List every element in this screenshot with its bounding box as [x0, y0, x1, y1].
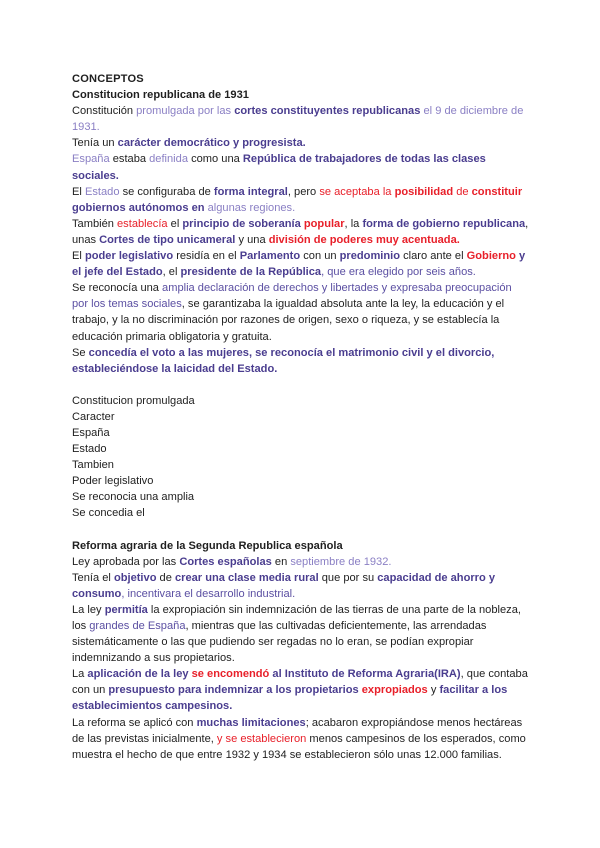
text-run: establecía	[117, 217, 168, 230]
text-run: popular	[303, 217, 345, 230]
paragraph	[72, 715, 530, 763]
text-run: muchas limitaciones	[196, 716, 306, 729]
text-run: promulgada por las	[136, 105, 235, 118]
list-item: Se reconocia una amplia	[72, 491, 195, 504]
text-run: , que contaba con un	[72, 668, 528, 697]
spacer	[72, 377, 530, 393]
text-run: amplia declaración de derechos y libertades y expresaba preocupación por los temas sociales	[72, 282, 512, 311]
text-run: y	[427, 684, 440, 697]
text-run: forma integral	[213, 185, 288, 198]
text-run: Ley aprobada por las	[72, 555, 180, 568]
text-run: menos campesinos de los esperados, como muestra el hecho de que entre 1932 y 1934 se establecieron sólo unas 12.000 familias.	[72, 732, 526, 761]
text-run: , pero	[287, 185, 320, 198]
text-run: Se	[72, 346, 89, 359]
text-run: y se establecieron	[216, 732, 307, 745]
text-run: septiembre de 1932.	[290, 555, 392, 568]
text-run: presupuesto para indemnizar a los propietarios	[108, 684, 362, 697]
text-run: La reforma se aplicó con	[72, 716, 197, 729]
text-run: objetivo	[113, 571, 157, 584]
paragraph	[72, 184, 530, 216]
text-run: y el jefe del Estado	[72, 250, 526, 279]
paragraph	[72, 216, 530, 248]
text-run: La	[72, 668, 88, 681]
text-run: crear una clase media rural	[174, 571, 319, 584]
paragraph	[72, 103, 530, 135]
text-run: ; acabaron expropiándose menos hectáreas de las previstas inicialmente,	[72, 716, 523, 745]
text-run: Tenía el	[72, 571, 114, 584]
text-run: se configuraba de	[119, 185, 214, 198]
text-run: cortes constituyentes republicanas	[234, 105, 421, 118]
paragraph	[72, 151, 530, 183]
text-run: , mientras que las cultivadas deficientemente, las arrendadas sistemáticamente o las que pudiendo ser regadas no lo eran, se podían expropiar indemnizando a sus propietarios.	[72, 620, 487, 665]
text-run: predominio	[339, 250, 401, 263]
section-heading-constitucion: Constitucion republicana de 1931	[72, 89, 249, 102]
text-run: estaba	[109, 153, 150, 166]
text-run: principio de soberanía	[182, 217, 304, 230]
text-run: , se garantizaba la igualdad absoluta ante la ley, la educación y el trabajo, y la no discriminación por razones de origen, sexo o riqueza, y se establecía la educación primaria obligatoria y gratuita.	[72, 298, 505, 343]
text-run: el	[167, 217, 183, 230]
text-run: carácter democrático y progresista.	[117, 137, 306, 150]
text-run: , unas	[72, 217, 529, 246]
list-item: España	[72, 426, 110, 439]
text-run: forma de gobierno republicana	[362, 217, 526, 230]
text-run: en	[271, 555, 291, 568]
text-run: al Instituto de Reforma Agraria(IRA)	[269, 668, 461, 681]
text-run: capacidad de ahorro y consumo	[72, 571, 496, 600]
document-title: CONCEPTOS	[72, 73, 144, 85]
paragraph	[72, 248, 530, 280]
text-run: Tenía un	[72, 137, 118, 150]
text-run: y una	[235, 233, 269, 246]
text-run: Se reconocía una	[72, 282, 163, 295]
text-run: algunas regiones.	[204, 201, 296, 214]
text-run: facilitar a los establecimientos campesinos.	[72, 684, 508, 713]
text-run: posibilidad	[394, 185, 454, 198]
text-run: con un	[300, 250, 340, 263]
text-run: concedía el voto a las mujeres, se reconocía el matrimonio civil y el divorcio, estableciéndose la laicidad del Estado.	[72, 346, 495, 375]
text-run: poder legislativo	[84, 250, 174, 263]
text-run: de	[156, 571, 175, 584]
list-item: Tambien	[72, 459, 114, 472]
text-run: Gobierno	[466, 250, 516, 263]
paragraph	[72, 570, 530, 602]
text-run: residía en el	[173, 250, 240, 263]
spacer	[72, 522, 530, 538]
concept-list	[72, 393, 530, 522]
document-body	[72, 71, 530, 763]
list-item: Caracter	[72, 410, 115, 423]
text-run: grandes de España	[89, 620, 186, 632]
list-item: Poder legislativo	[72, 475, 154, 488]
text-run: España	[72, 153, 110, 166]
text-run: que por su	[318, 571, 378, 584]
paragraph	[72, 280, 530, 344]
paragraph	[72, 135, 530, 151]
text-run: el 9 de diciembre de 1931.	[72, 105, 524, 134]
text-run: , el	[162, 266, 181, 279]
section-heading-reforma-agraria: Reforma agraria de la Segunda Republica española	[72, 539, 343, 552]
text-run: El	[72, 185, 85, 198]
text-run: La ley	[72, 603, 105, 616]
list-item: Estado	[72, 443, 107, 456]
text-run: Estado	[84, 185, 120, 198]
text-run: Cortes de tipo unicameral	[99, 233, 236, 246]
text-run: división de poderes muy acentuada.	[268, 233, 460, 246]
paragraph	[72, 554, 530, 570]
text-run: El	[72, 250, 85, 263]
text-run: definida	[149, 153, 188, 166]
text-run: se encomendó	[191, 668, 270, 681]
paragraph	[72, 345, 530, 377]
text-run: También	[72, 217, 118, 230]
text-run: , incentivara el desarrollo industrial.	[121, 587, 296, 600]
text-run: claro ante el	[400, 250, 467, 263]
text-run: , que era elegido por seis años.	[321, 266, 476, 279]
text-run: se aceptaba la	[319, 185, 395, 198]
text-run: la expropiación sin indemnización de las tierras de una parte de la nobleza, los	[72, 603, 521, 632]
paragraph	[72, 666, 530, 714]
text-run: República de trabajadores de todas las clases sociales.	[72, 153, 486, 182]
list-item: Se concedia el	[72, 507, 145, 520]
text-run: gobiernos autónomos en	[72, 201, 205, 214]
text-run: aplicación de la ley	[87, 668, 192, 681]
text-run: Cortes españolas	[179, 555, 272, 568]
paragraph	[72, 602, 530, 666]
text-run: constituir	[471, 185, 523, 198]
text-run: como una	[188, 153, 243, 166]
text-run: expropiados	[361, 684, 428, 697]
text-run: de	[453, 185, 472, 198]
text-run: , la	[344, 217, 363, 230]
text-run: permitía	[104, 603, 148, 616]
text-run: presidente de la República	[180, 266, 322, 279]
text-run: Constitución	[72, 105, 137, 118]
list-item: Constitucion promulgada	[72, 394, 195, 407]
text-run: Parlamento	[239, 250, 301, 263]
